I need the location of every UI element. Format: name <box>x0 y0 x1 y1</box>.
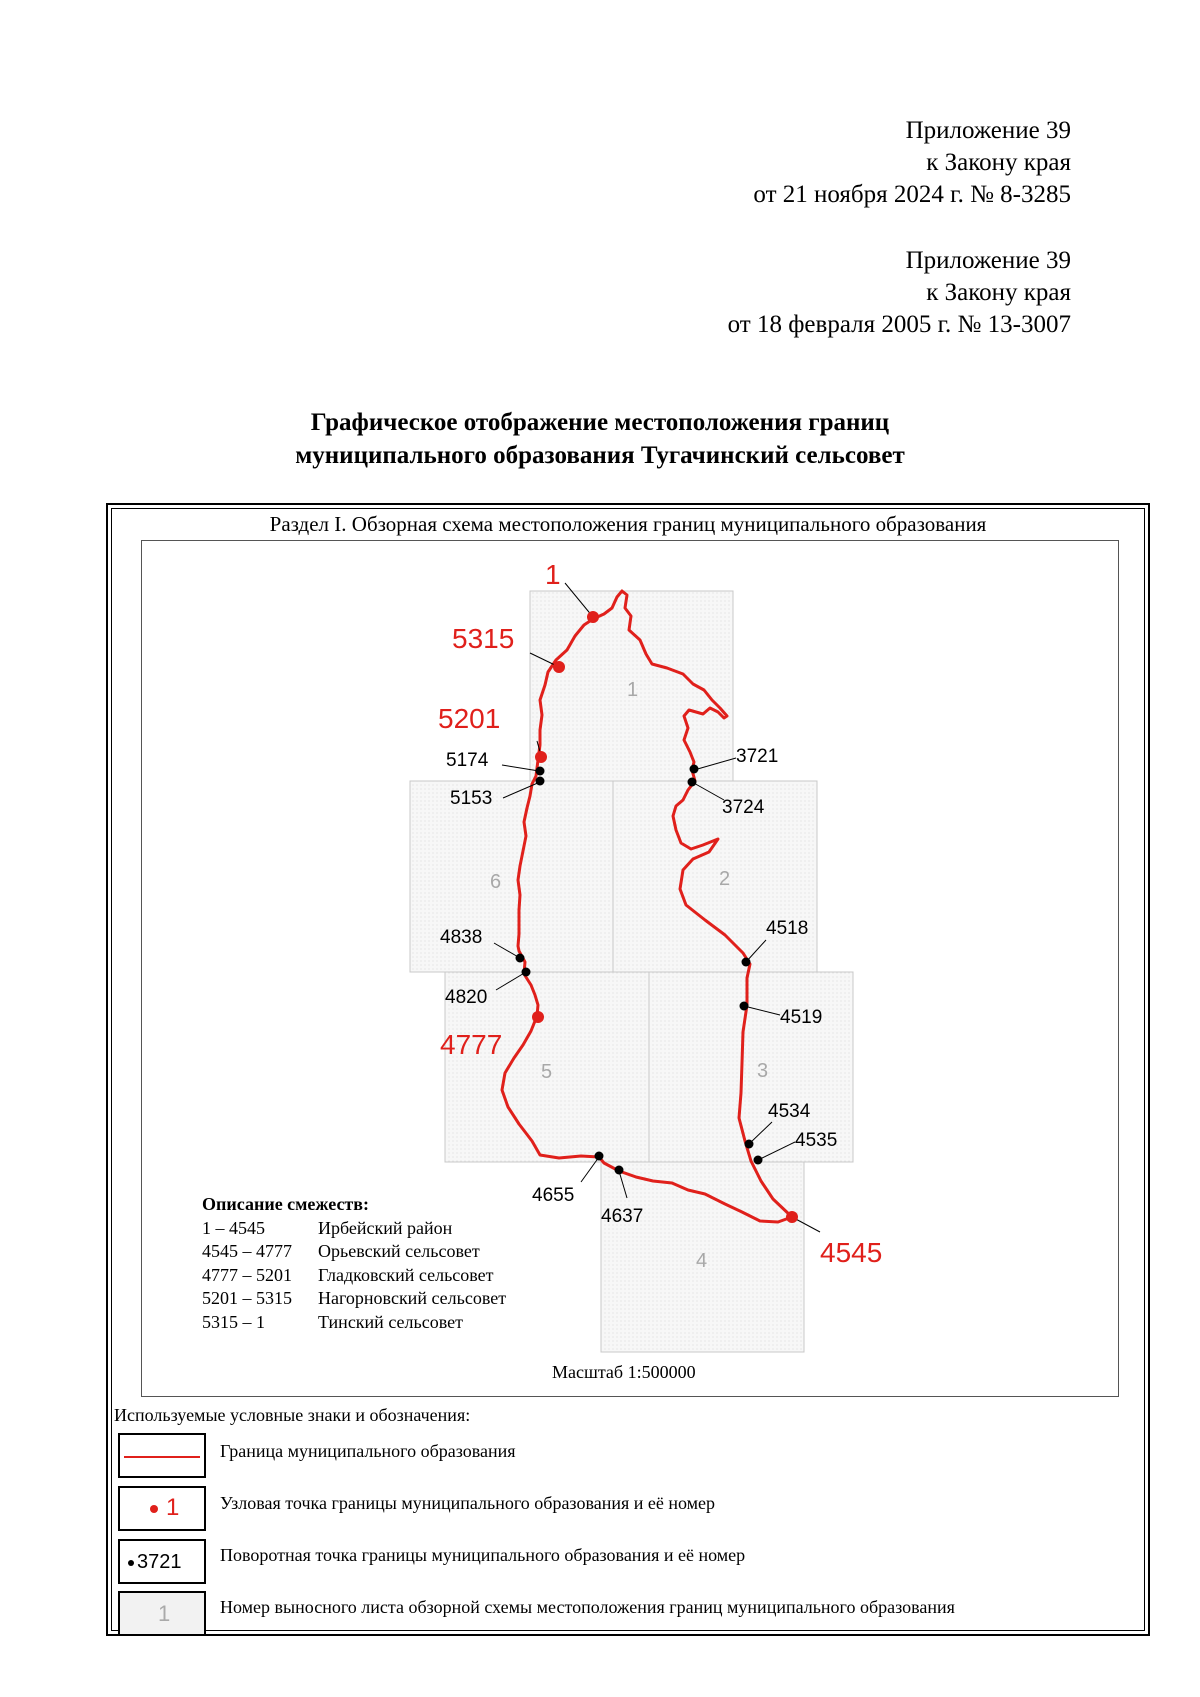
node-label-4545: 4545 <box>820 1237 883 1268</box>
turn-label-4820: 4820 <box>445 987 488 1008</box>
turn-label-4518: 4518 <box>766 918 809 939</box>
node-label-5315: 5315 <box>452 623 515 654</box>
legend-swatch-boundary <box>118 1433 206 1478</box>
map-scale: Масштаб 1:500000 <box>552 1362 696 1382</box>
appendix-current-line2: к Закону края <box>926 149 1071 176</box>
adjacency-range: 5201 – 5315 <box>202 1288 292 1308</box>
turn-point-3724 <box>688 778 697 787</box>
sheet-number-1: 1 <box>627 679 639 701</box>
adjacency-name: Нагорновский сельсовет <box>318 1288 507 1308</box>
adjacency-row <box>202 1240 506 1264</box>
appendix-original-line3: от 18 февраля 2005 г. № 13-3007 <box>727 311 1071 338</box>
node-label-4777: 4777 <box>440 1029 503 1060</box>
sheet-number-2: 2 <box>719 868 731 890</box>
node-label-1: 1 <box>545 559 561 590</box>
legend-text-sheet-number: Номер выносного листа обзорной схемы местоположения границ муниципального образования <box>220 1597 955 1617</box>
turn-label-4519: 4519 <box>780 1007 823 1028</box>
legend-text-node-point: Узловая точка границы муниципального образования и её номер <box>220 1493 716 1513</box>
legend-swatch-node-point <box>118 1486 206 1531</box>
turn-point-4534 <box>745 1140 754 1149</box>
adjacency-range: 5315 – 1 <box>202 1311 265 1332</box>
node-point-4545 <box>786 1211 798 1223</box>
turn-label-4535: 4535 <box>795 1130 838 1151</box>
adjacency-range: 4545 – 4777 <box>202 1241 292 1261</box>
turn-point-4637 <box>615 1166 624 1175</box>
turn-point-5153 <box>536 777 545 786</box>
turn-point-4518 <box>742 958 751 967</box>
turn-point-4519 <box>740 1002 749 1011</box>
turn-point-4535 <box>754 1156 763 1165</box>
turn-point-4820 <box>522 968 531 977</box>
turn-point-4838 <box>516 954 525 963</box>
adjacency-description <box>202 1193 506 1334</box>
adjacency-row <box>202 1311 506 1335</box>
adjacency-name: Гладковский сельсовет <box>318 1264 494 1285</box>
turn-label-5174: 5174 <box>446 750 489 771</box>
legend-boundary-line <box>124 1456 200 1458</box>
adjacency-row <box>202 1217 506 1241</box>
adjacency-row <box>202 1287 506 1311</box>
turn-label-4655: 4655 <box>532 1185 575 1206</box>
legend-title: Используемые условные знаки и обозначения: <box>114 1405 471 1425</box>
appendix-current-line1: Приложение 39 <box>905 117 1071 144</box>
legend-turn-sample: 3721 <box>128 1551 182 1574</box>
document-title-line2: муниципального образования Тугачинский сельсовет <box>295 442 905 469</box>
turn-label-5153: 5153 <box>450 788 493 809</box>
turn-label-4534: 4534 <box>768 1101 811 1122</box>
legend-swatch-sheet-number <box>118 1591 206 1636</box>
section-heading: Раздел I. Обзорная схема местоположения границ муниципального образования <box>269 512 987 536</box>
sheet-number-5: 5 <box>541 1061 553 1083</box>
turn-label-4637: 4637 <box>601 1206 644 1227</box>
adjacency-range: 1 – 4545 <box>202 1217 265 1238</box>
sheet-number-6: 6 <box>490 871 502 893</box>
node-point-4777 <box>532 1011 544 1023</box>
turn-point-5174 <box>536 767 545 776</box>
node-point-1 <box>587 611 599 623</box>
node-label-5201: 5201 <box>438 703 501 734</box>
legend-sheet-sample: 1 <box>158 1601 171 1626</box>
adjacency-name: Тинский сельсовет <box>318 1311 463 1332</box>
legend-swatch-turn-point <box>118 1539 206 1584</box>
node-point-5315 <box>553 661 565 673</box>
node-point-5201 <box>535 751 547 763</box>
turn-label-4838: 4838 <box>440 927 483 948</box>
adjacency-name: Орьевский сельсовет <box>318 1241 480 1261</box>
adjacency-row <box>202 1264 506 1288</box>
legend-text-turn-point: Поворотная точка границы муниципального образования и её номер <box>220 1545 746 1565</box>
turn-label-3721: 3721 <box>736 746 779 767</box>
turn-point-3721 <box>690 765 699 774</box>
appendix-original-line1: Приложение 39 <box>905 247 1071 274</box>
legend-node-sample: 1 <box>150 1494 179 1522</box>
turn-point-4655 <box>595 1152 604 1161</box>
appendix-original-line2: к Закону края <box>926 279 1071 306</box>
turn-label-3724: 3724 <box>722 797 765 818</box>
adjacency-range: 4777 – 5201 <box>202 1264 292 1285</box>
adjacency-title: Описание смежеств: <box>202 1194 369 1214</box>
sheet-number-3: 3 <box>757 1060 769 1082</box>
sheet-rect-2 <box>613 781 817 972</box>
document-title-line1: Графическое отображение местоположения границ <box>310 409 890 436</box>
appendix-current-line3: от 21 ноября 2024 г. № 8-3285 <box>753 181 1071 208</box>
legend-text-boundary: Граница муниципального образования <box>220 1441 516 1461</box>
adjacency-name: Ирбейский район <box>318 1217 453 1238</box>
sheet-number-4: 4 <box>696 1250 708 1272</box>
